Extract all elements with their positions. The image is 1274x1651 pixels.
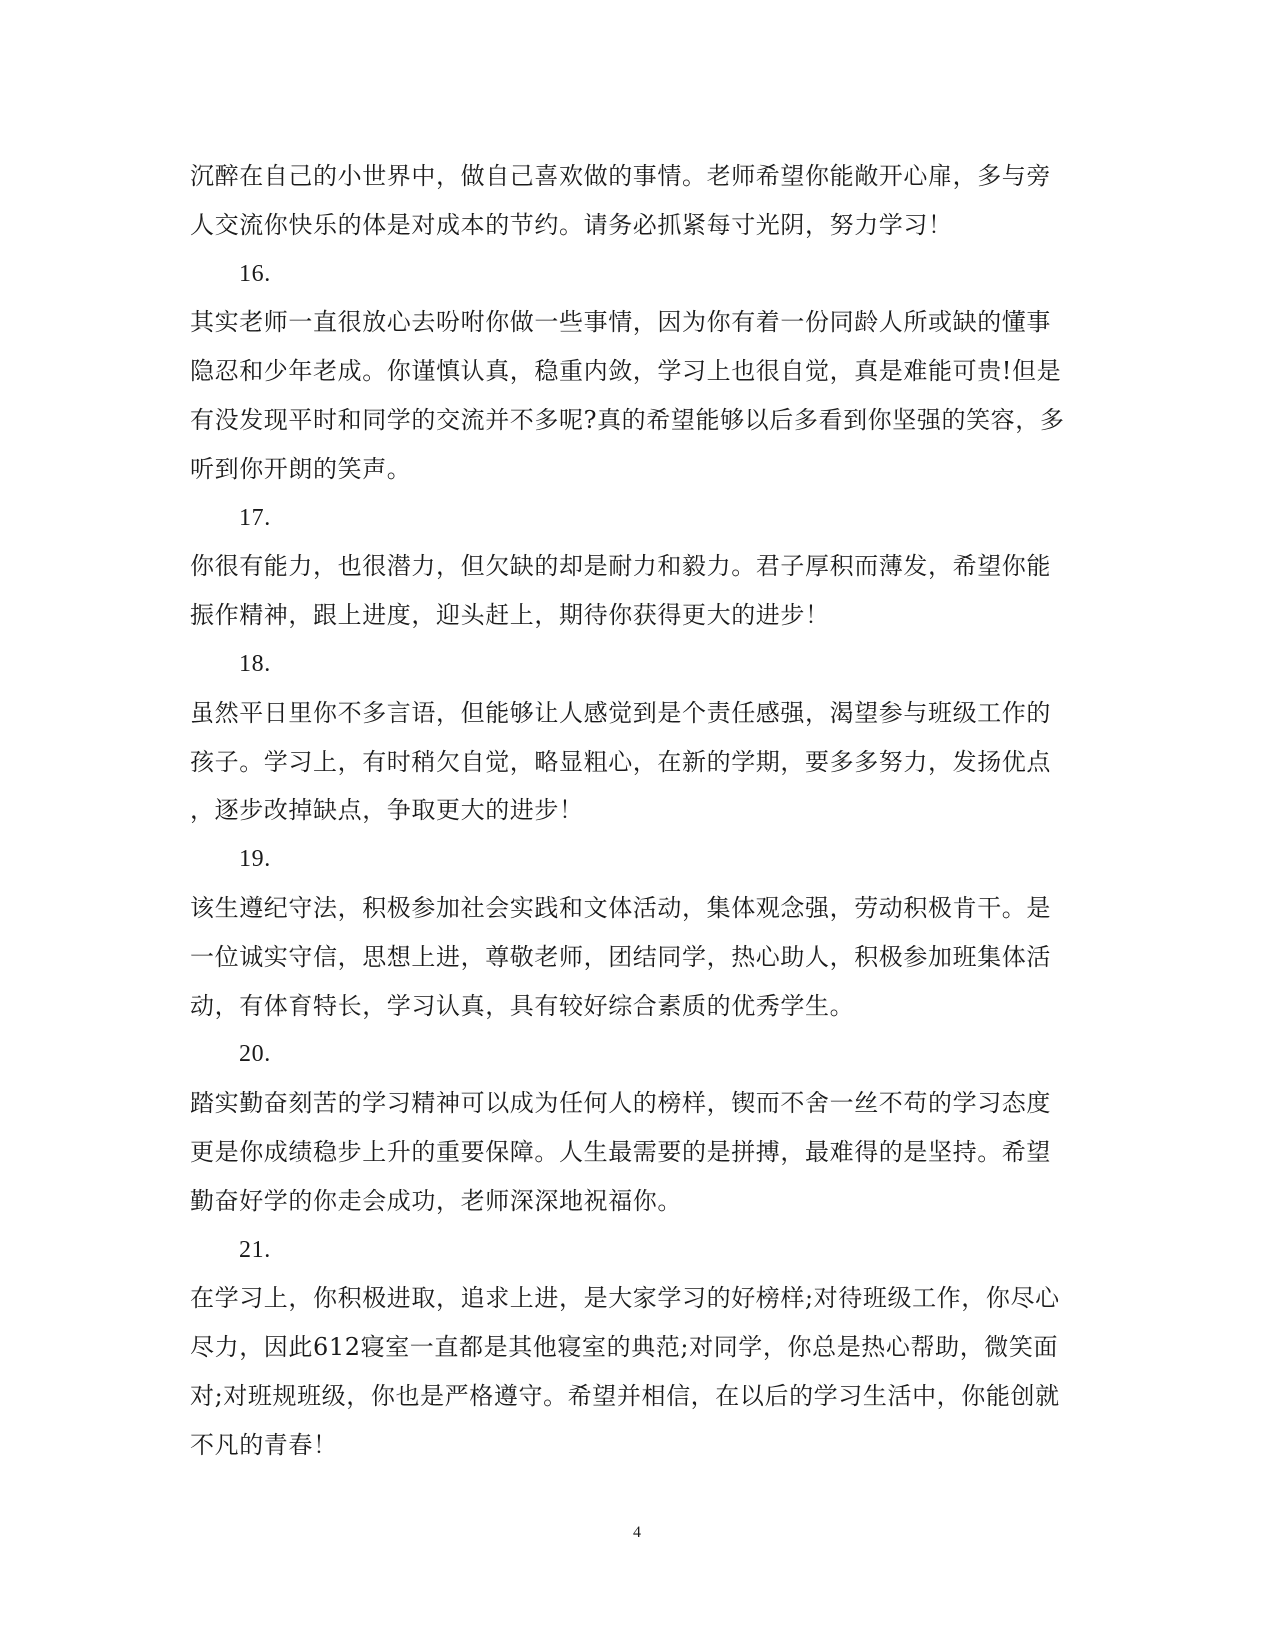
- page-number: 4: [633, 1524, 641, 1541]
- body-text-line: 孩子。学习上，有时稍欠自觉，略显粗心，在新的学期，要多多努力，发扬优点: [190, 747, 1051, 776]
- body-text-line: ，逐步改掉缺点，争取更大的进步！: [190, 796, 584, 825]
- body-text-line: 你很有能力，也很潜力，但欠缺的却是耐力和毅力。君子厚积而薄发，希望你能: [190, 552, 1051, 581]
- body-text-line: 其实老师一直很放心去吩咐你做一些事情，因为你有着一份同龄人所或缺的懂事: [190, 308, 1051, 337]
- body-text-line: 踏实勤奋刻苦的学习精神可以成为任何人的榜样，锲而不舍一丝不苟的学习态度: [190, 1089, 1051, 1118]
- comment-number: 18.: [239, 650, 271, 677]
- comment-number: 17.: [239, 504, 271, 531]
- body-text-line: 虽然平日里你不多言语，但能够让人感觉到是个责任感强，渴望参与班级工作的: [190, 698, 1051, 727]
- body-text-line: 勤奋好学的你走会成功，老师深深地祝福你。: [190, 1186, 682, 1215]
- body-text-line: 对;对班规班级，你也是严格遵守。希望并相信，在以后的学习生活中，你能创就: [190, 1381, 1060, 1410]
- body-text-line: 动，有体育特长，学习认真，具有较好综合素质的优秀学生。: [190, 991, 855, 1020]
- body-text-line: 在学习上，你积极进取，追求上进，是大家学习的好榜样;对待班级工作，你尽心: [190, 1284, 1060, 1313]
- body-text-line: 听到你开朗的笑声。: [190, 454, 412, 483]
- comment-number: 21.: [239, 1236, 271, 1263]
- body-text-line: 振作精神，跟上进度，迎头赶上，期待你获得更大的进步！: [190, 601, 830, 630]
- body-text-line: 尽力，因此612寝室一直都是其他寝室的典范;对同学，你总是热心帮助，微笑面: [190, 1333, 1059, 1362]
- body-text-line: 沉醉在自己的小世界中，做自己喜欢做的事情。老师希望你能敞开心扉，多与旁: [190, 162, 1051, 190]
- comment-number: 19.: [239, 846, 271, 873]
- body-text-line: 不凡的青春！: [190, 1430, 338, 1459]
- body-text-line: 隐忍和少年老成。你谨慎认真，稳重内敛，学习上也很自觉，真是难能可贵!但是: [190, 357, 1062, 386]
- body-text-line: 更是你成绩稳步上升的重要保障。人生最需要的是拼搏，最难得的是坚持。希望: [190, 1137, 1051, 1166]
- body-text-line: 该生遵纪守法，积极参加社会实践和文体活动，集体观念强，劳动积极肯干。是: [190, 893, 1051, 922]
- comment-number: 20.: [239, 1041, 271, 1068]
- comment-number: 16.: [239, 260, 271, 287]
- document-body: [190, 152, 1082, 1470]
- body-text-line: 一位诚实守信，思想上进，尊敬老师，团结同学，热心助人，积极参加班集体活: [190, 942, 1051, 971]
- body-text-line: 人交流你快乐的体是对成本的节约。请务必抓紧每寸光阴，努力学习！: [190, 210, 953, 239]
- body-text-line: 有没发现平时和同学的交流并不多呢?真的希望能够以后多看到你坚强的笑容，多: [190, 405, 1065, 434]
